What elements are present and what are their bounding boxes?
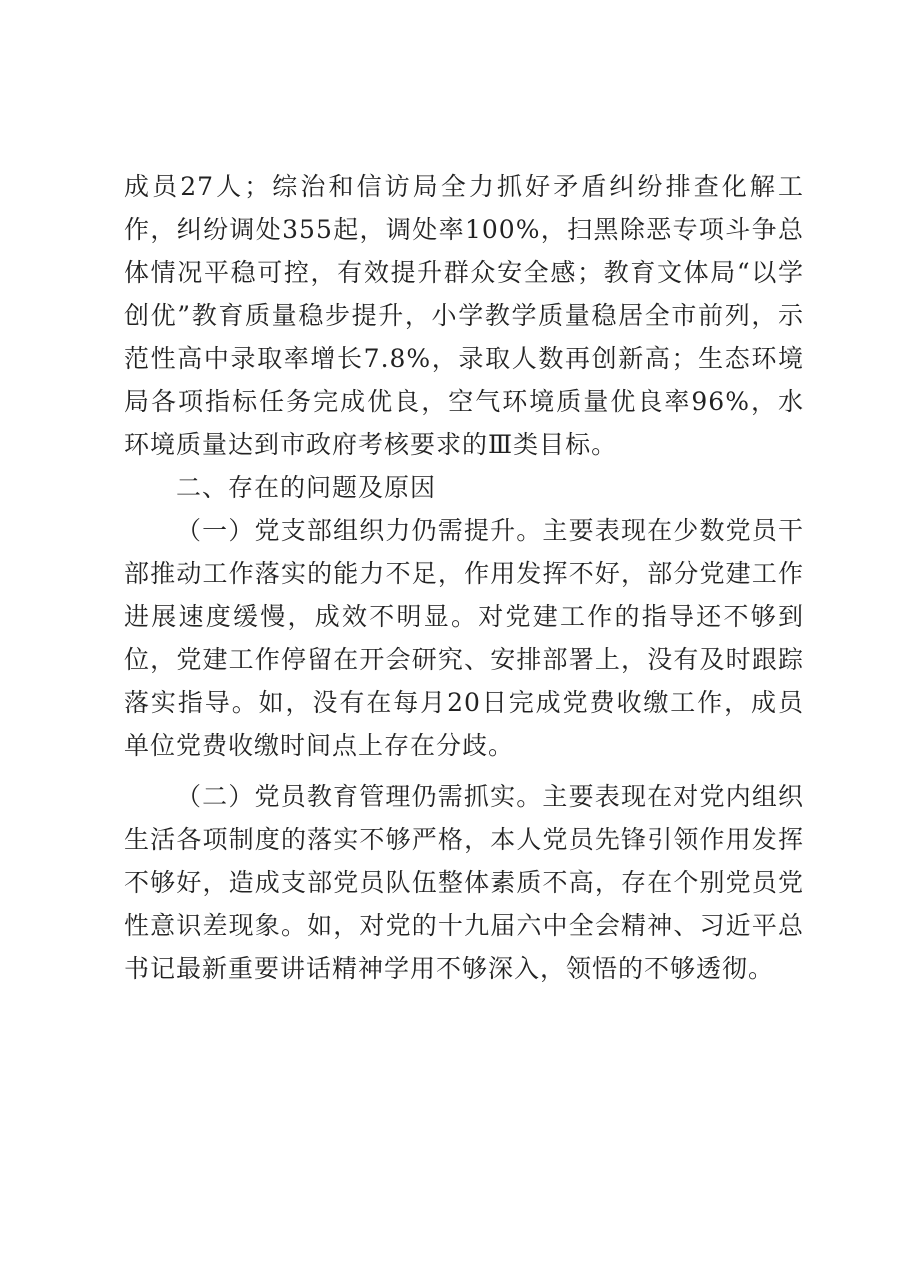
paragraph-continuation: 成员27人；综治和信访局全力抓好矛盾纠纷排查化解工作，纠纷调处355起，调处率100%，扫黑除恶专项斗争总体情况平稳可控，有效提升群众安全感；教育文体局“以学创优”教育质量稳步提升，小学教学质量稳居全市前列，示范性高中录取率增长7.8%，录取人数再创新高；生态环境局各项指标任务完成优良，空气环境质量优良率96%，水环境质量达到市政府考核要求的Ⅲ类目标。 (124, 172, 804, 459)
section-heading: 二、存在的问题及原因 (176, 473, 437, 502)
document-body (124, 165, 804, 990)
paragraph-subsection-1: （一）党支部组织力仍需提升。主要表现在少数党员干部推动工作落实的能力不足，作用发挥不好，部分党建工作进展速度缓慢，成效不明显。对党建工作的指导还不够到位，党建工作停留在开会研究、安排部署上，没有及时跟踪落实指导。如，没有在每月20日完成党费收缴工作，成员单位党费收缴时间点上存在分歧。 (124, 516, 804, 760)
paragraph-subsection-2: （二）党员教育管理仍需抓实。主要表现在对党内组织生活各项制度的落实不够严格，本人党员先锋引领作用发挥不够好，造成支部党员队伍整体素质不高，存在个别党员党性意识差现象。如，对党的十九届六中全会精神、习近平总书记最新重要讲话精神学用不够深入，领悟的不够透彻。 (124, 782, 804, 983)
